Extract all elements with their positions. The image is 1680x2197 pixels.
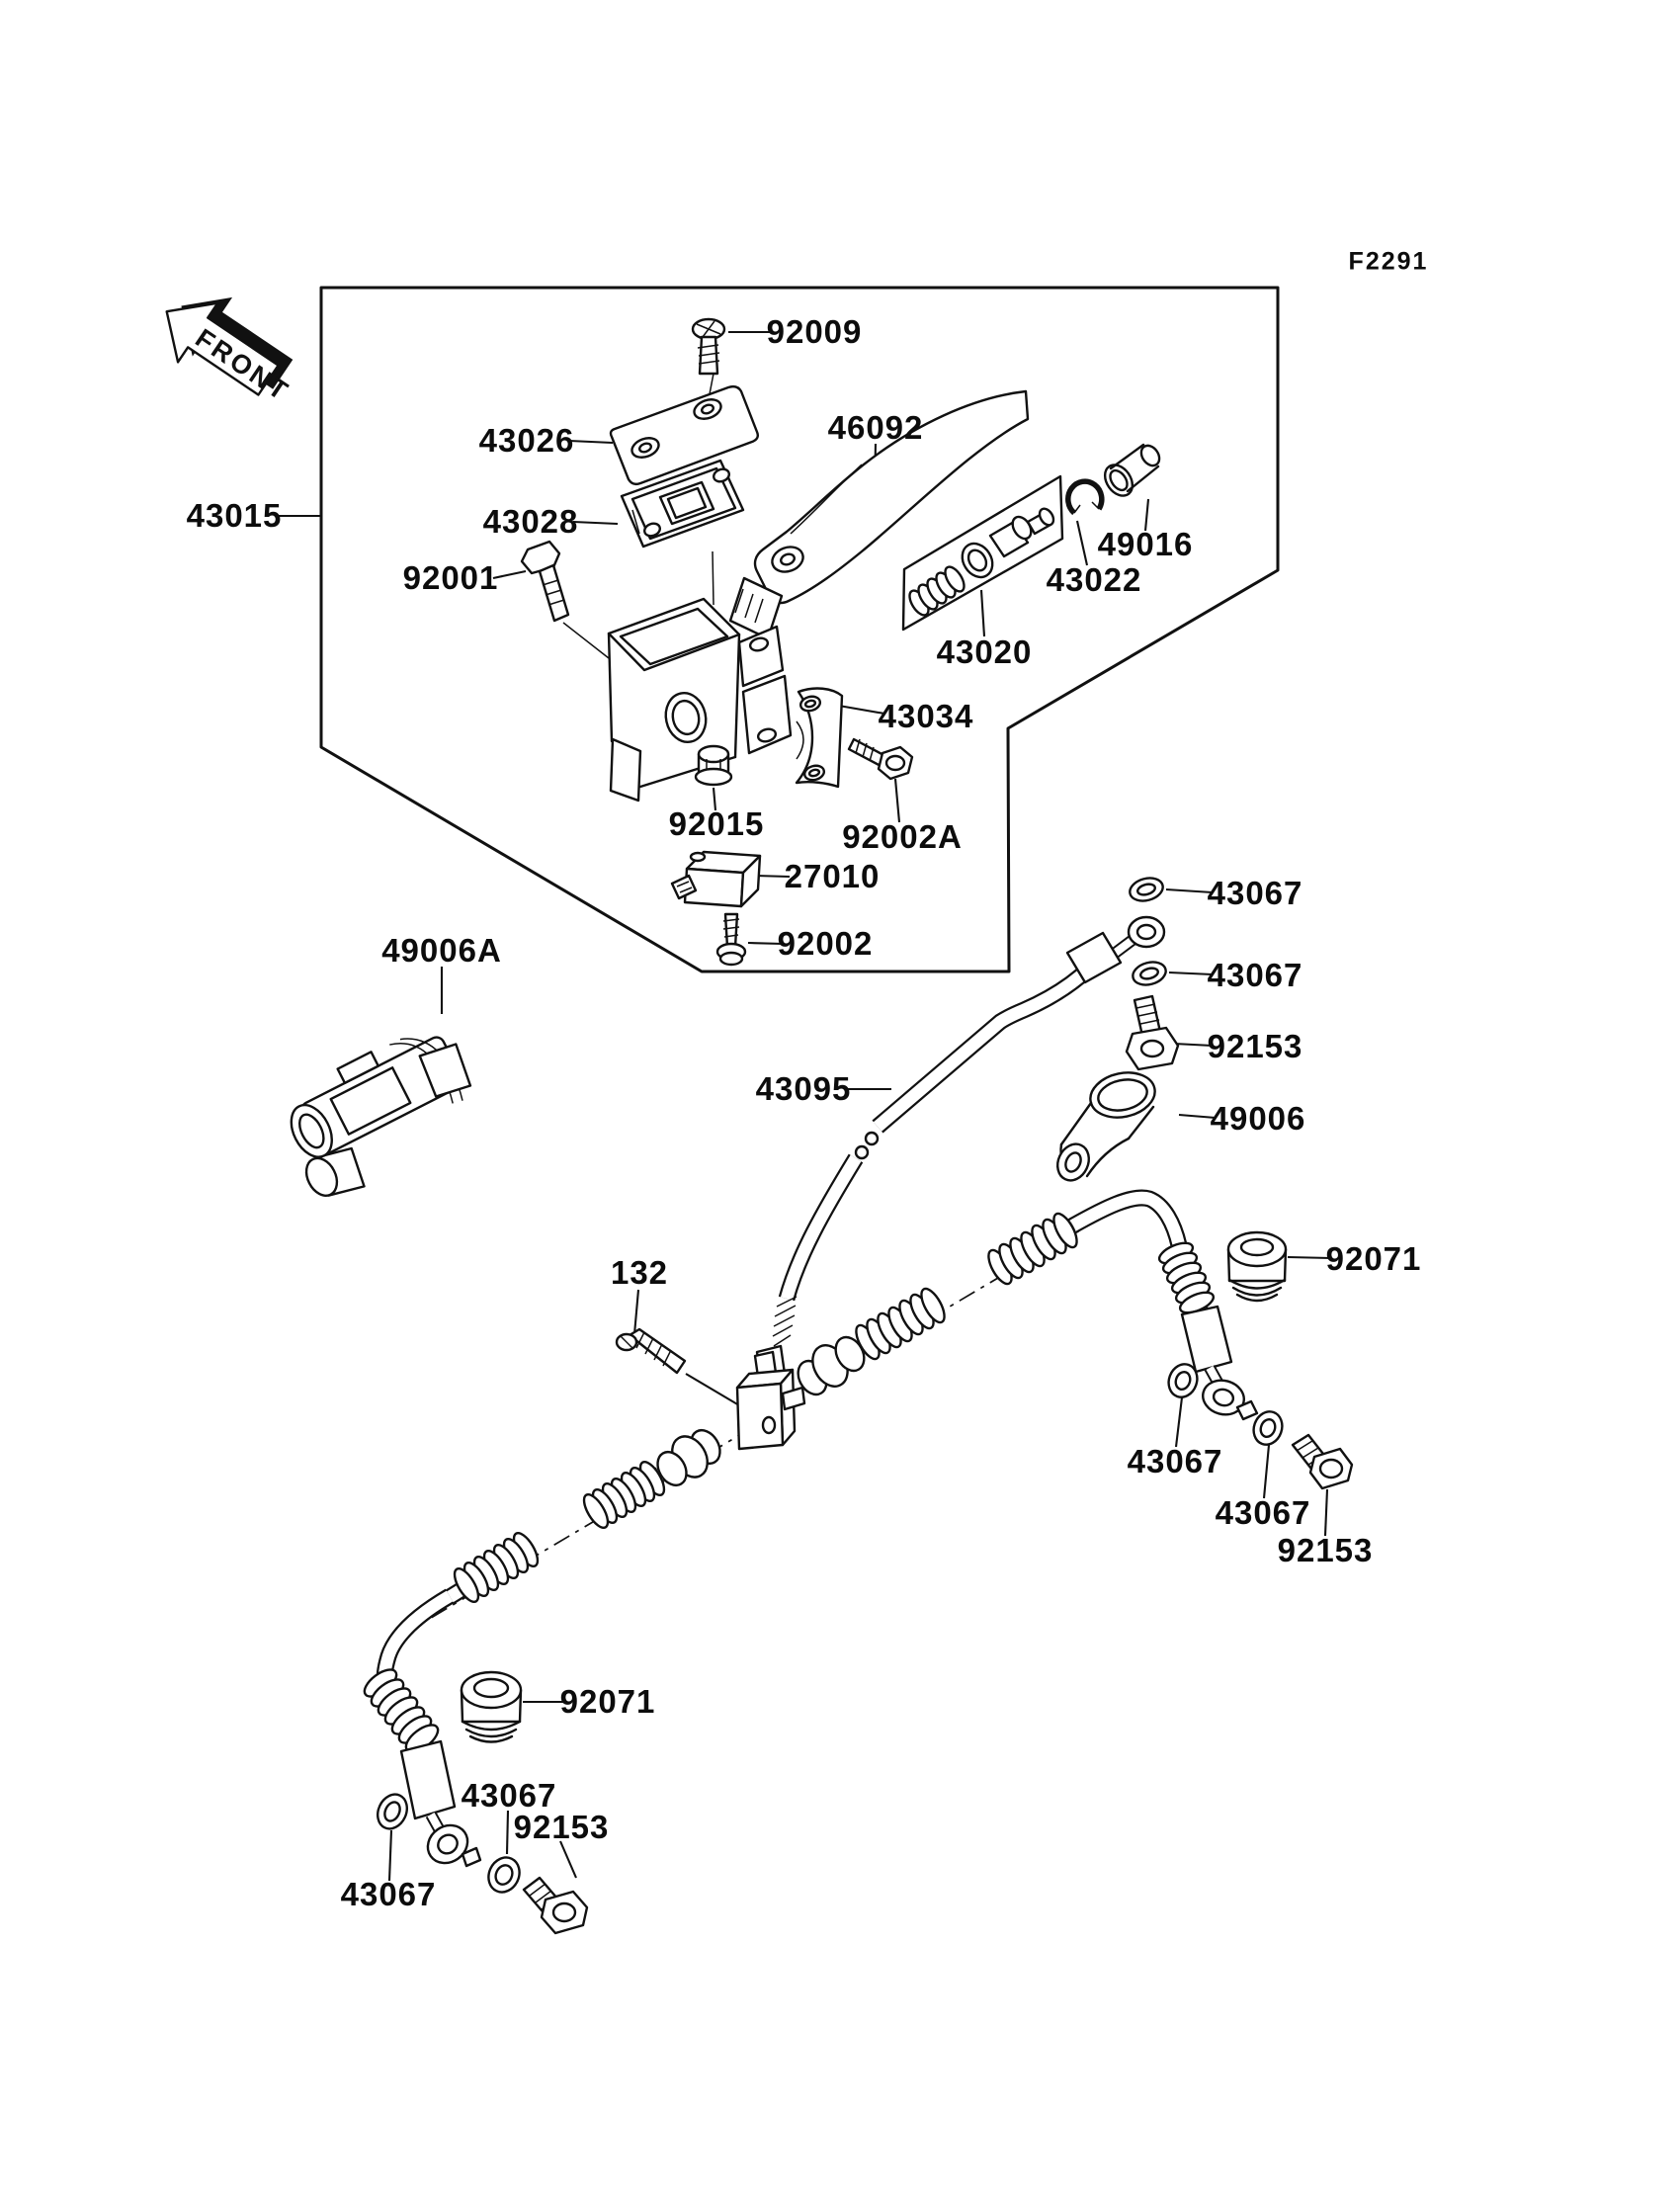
- washer-43067-top2: [1131, 959, 1169, 988]
- circlip-43022: [1068, 481, 1102, 513]
- part-label-43034: 43034: [878, 698, 974, 734]
- front-arrow-label: FRONT: [190, 322, 295, 408]
- part-label-43067-top2: 43067: [1207, 957, 1303, 993]
- part-label-46092: 46092: [827, 409, 924, 446]
- part-label-92071-left: 92071: [559, 1683, 656, 1720]
- boot-49016: [1099, 442, 1162, 500]
- part-label-43022: 43022: [1046, 561, 1142, 598]
- part-label-92009: 92009: [766, 313, 863, 350]
- figure-code: F2291: [1348, 247, 1429, 276]
- part-label-49016: 49016: [1097, 526, 1194, 562]
- reservoir-cap-43026: [611, 386, 758, 484]
- part-label-43067-bl-upper: 43067: [461, 1777, 557, 1814]
- grommet-92071-right: [1228, 1232, 1286, 1301]
- screw-132: [617, 1329, 685, 1373]
- part-label-43067-top1: 43067: [1207, 875, 1303, 911]
- part-label-43067-right-low2: 43067: [1215, 1494, 1311, 1531]
- part-label-92001: 92001: [402, 559, 499, 596]
- banjo-bolt-92153-bl: [524, 1878, 587, 1933]
- front-arrow-icon: [147, 272, 315, 423]
- part-label-92002: 92002: [777, 925, 874, 962]
- banjo-bolt-92153-right-low: [1293, 1435, 1352, 1488]
- part-label-43095: 43095: [755, 1070, 852, 1107]
- nut-92015: [696, 746, 731, 785]
- part-label-92153-bl: 92153: [513, 1809, 610, 1845]
- part-label-43020: 43020: [936, 634, 1033, 670]
- part-label-43067-right-low1: 43067: [1127, 1443, 1223, 1479]
- part-label-49006A: 49006A: [381, 932, 502, 969]
- part-label-132: 132: [610, 1254, 669, 1291]
- screw-92002: [717, 914, 745, 965]
- part-label-43015: 43015: [186, 497, 283, 534]
- part-label-43026: 43026: [478, 422, 575, 459]
- part-label-49006: 49006: [1210, 1100, 1306, 1137]
- bolt-92002A: [849, 739, 912, 779]
- part-label-92153-right-low: 92153: [1277, 1532, 1374, 1568]
- clamp-43034: [797, 689, 842, 787]
- washer-43067-top1: [1128, 875, 1166, 904]
- banjo-bolt-92153-top: [1127, 996, 1178, 1069]
- junction-block: [737, 1352, 804, 1449]
- part-label-92002A: 92002A: [842, 818, 963, 855]
- brake-hose-43095: [757, 917, 1164, 1380]
- part-label-92153-top: 92153: [1207, 1028, 1303, 1064]
- screw-92009: [693, 319, 724, 374]
- washer-43067-bl-lower: [483, 1852, 525, 1897]
- part-label-43028: 43028: [482, 503, 579, 540]
- bolt-92001: [522, 542, 568, 621]
- brake-switch-27010: [672, 852, 760, 906]
- part-label-92015: 92015: [668, 805, 765, 842]
- elbow-boot-49006: [1051, 1067, 1158, 1186]
- part-label-92071-right: 92071: [1325, 1240, 1422, 1277]
- part-label-43067-bl-lower: 43067: [340, 1876, 437, 1912]
- part-label-27010: 27010: [784, 858, 881, 894]
- washer-43067-bl-upper: [373, 1790, 413, 1833]
- lever-boot-49006A: [269, 1016, 494, 1208]
- grommet-92071-left: [462, 1672, 521, 1742]
